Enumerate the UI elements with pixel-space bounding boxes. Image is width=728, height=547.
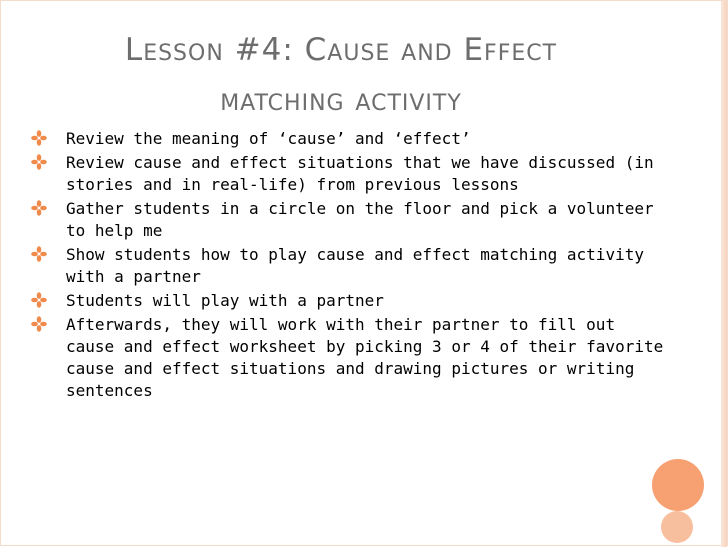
flower-bullet-icon (31, 292, 47, 308)
bullet-text: Students will play with a partner (66, 291, 384, 310)
bullet-text: Afterwards, they will work with their partner to fill out cause and effect worksheet by picking 3 or 4 of their favorite cause and effect situations and drawing pictures or writing sentences (66, 315, 664, 400)
slide-edge-stripe (721, 1, 727, 547)
title-line-1: Lesson #4: Cause and Effect (124, 32, 558, 68)
bullet-item (31, 198, 671, 242)
slide-title (41, 29, 641, 121)
flower-bullet-icon (31, 316, 47, 332)
bullet-list (31, 128, 671, 404)
bullet-text: Gather students in a circle on the floor and pick a volunteer to help me (66, 199, 654, 240)
flower-bullet-icon (31, 200, 47, 216)
flower-bullet-icon (31, 246, 47, 262)
decorative-circle-small (661, 511, 693, 543)
decorative-circle-large (652, 459, 704, 511)
bullet-item (31, 152, 671, 196)
bullet-item (31, 244, 671, 288)
flower-bullet-icon (31, 154, 47, 170)
bullet-item (31, 128, 671, 150)
bullet-text: Review cause and effect situations that we have discussed (in stories and in real-life) from previous lessons (66, 153, 654, 194)
bullet-item (31, 314, 671, 402)
title-line-2: matching activity (220, 82, 462, 118)
flower-bullet-icon (31, 130, 47, 146)
bullet-text: Show students how to play cause and effect matching activity with a partner (66, 245, 644, 286)
bullet-text: Review the meaning of ‘cause’ and ‘effect’ (66, 129, 471, 148)
bullet-item (31, 290, 671, 312)
